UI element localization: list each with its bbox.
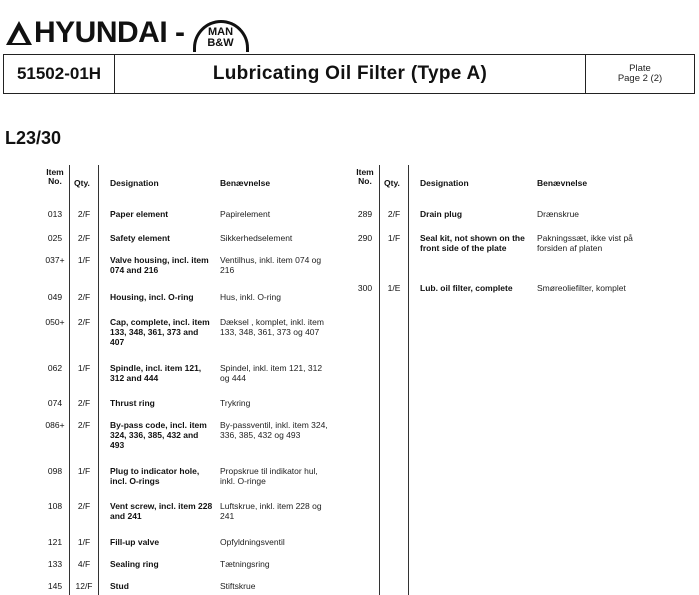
qty-header: Qty.	[384, 178, 400, 188]
table-header	[352, 165, 652, 197]
man-bw-badge-icon	[193, 20, 249, 52]
benaevnelse-cell: Tætningsring	[220, 559, 270, 569]
qty-header: Qty.	[74, 178, 90, 188]
document-header	[3, 54, 695, 94]
designation-cell: Vent screw, incl. item 228 and 241	[110, 501, 213, 521]
designation-cell: Seal kit, not shown on the front side of the plate	[420, 233, 525, 253]
benaevnelse-cell: Smøreoliefilter, komplet	[537, 283, 626, 293]
item-no-header-line1: Item	[46, 167, 64, 177]
qty-cell: 1/F	[77, 363, 91, 373]
benaevnelse-cell: Pakningssæt, ikke vist på forsiden af platen	[537, 233, 633, 253]
benaevnelse-cell: Stiftskrue	[220, 581, 256, 591]
qty-cell: 2/F	[387, 209, 401, 219]
benaevnelse-cell: Ventilhus, inkl. item 074 og 216	[220, 255, 322, 275]
designation-cell: Thrust ring	[110, 398, 155, 408]
item-no-cell: 049	[47, 292, 63, 302]
item-no-cell: 290	[357, 233, 373, 243]
designation-cell: Lub. oil filter, complete	[420, 283, 513, 293]
parts-table-left	[42, 165, 334, 591]
engine-type: L23/30	[5, 128, 62, 148]
brand-name: HYUNDAI -	[34, 16, 185, 49]
qty-cell: 1/F	[387, 233, 401, 243]
item-no-header	[352, 168, 378, 186]
item-no-cell: 086+	[45, 420, 65, 430]
benaevnelse-cell: Drænskrue	[537, 209, 580, 219]
benaevnelse-cell: Hus, inkl. O-ring	[220, 292, 281, 302]
designation-header: Designation	[110, 178, 159, 188]
item-no-cell: 062	[47, 363, 63, 373]
item-no-header-line2: No.	[48, 176, 62, 186]
document-title: Lubricating Oil Filter (Type A)	[115, 55, 586, 93]
qty-cell: 2/F	[77, 317, 91, 327]
benaevnelse-cell: Spindel, inkl. item 121, 312 og 444	[220, 363, 323, 383]
parts-table-right	[352, 165, 652, 293]
designation-header: Designation	[420, 178, 469, 188]
man-badge-line2: B&W	[207, 37, 234, 49]
man-badge-line1: MAN	[207, 26, 234, 38]
item-no-header-line1: Item	[356, 167, 374, 177]
table-header	[42, 165, 334, 197]
item-no-cell: 013	[47, 209, 63, 219]
qty-cell: 2/F	[77, 420, 91, 430]
plate-label: Plate	[629, 63, 651, 74]
item-no-cell: 037+	[45, 255, 65, 265]
benaevnelse-cell: Sikkerhedselement	[220, 233, 293, 243]
qty-cell: 2/F	[77, 292, 91, 302]
designation-cell: Housing, incl. O-ring	[110, 292, 194, 302]
item-no-header-line2: No.	[358, 176, 372, 186]
designation-cell: Sealing ring	[110, 559, 159, 569]
qty-cell: 2/F	[77, 398, 91, 408]
item-no-header	[42, 168, 68, 186]
benaevnelse-header: Benævnelse	[220, 178, 271, 188]
qty-cell: 4/F	[77, 559, 91, 569]
benaevnelse-cell: Papirelement	[220, 209, 271, 219]
benaevnelse-cell: Propskrue til indikator hul, inkl. O-ringe	[220, 466, 318, 486]
brand-logo	[6, 16, 249, 50]
qty-cell: 1/F	[77, 466, 91, 476]
designation-cell: By-pass code, incl. item 324, 336, 385, 432 and 493	[110, 420, 207, 450]
designation-cell: Paper element	[110, 209, 169, 219]
plate-page: Page 2 (2)	[617, 73, 663, 84]
designation-cell: Plug to indicator hole, incl. O-rings	[110, 466, 200, 486]
designation-cell: Stud	[110, 581, 129, 591]
hyundai-triangle-icon	[6, 21, 32, 45]
column-divider	[379, 165, 380, 595]
benaevnelse-cell: Trykring	[220, 398, 251, 408]
plate-info	[586, 55, 694, 93]
item-no-cell: 074	[47, 398, 63, 408]
benaevnelse-cell: Luftskrue, inkl. item 228 og 241	[220, 501, 322, 521]
designation-cell: Drain plug	[420, 209, 463, 219]
item-no-cell: 145	[47, 581, 63, 591]
qty-cell: 1/F	[77, 537, 91, 547]
item-no-cell: 025	[47, 233, 63, 243]
designation-cell: Valve housing, incl. item 074 and 216	[110, 255, 209, 275]
item-no-cell: 133	[47, 559, 63, 569]
qty-cell: 1/F	[77, 255, 91, 265]
benaevnelse-cell: Dæksel , komplet, inkl. item 133, 348, 361, 373 og 407	[220, 317, 324, 337]
item-no-cell: 289	[357, 209, 373, 219]
item-no-cell: 108	[47, 501, 63, 511]
designation-cell: Safety element	[110, 233, 170, 243]
qty-cell: 2/F	[77, 501, 91, 511]
designation-cell: Spindle, incl. item 121, 312 and 444	[110, 363, 202, 383]
column-divider	[69, 165, 70, 595]
qty-cell: 2/F	[77, 233, 91, 243]
item-no-cell: 121	[47, 537, 63, 547]
benaevnelse-cell: Opfyldningsventil	[220, 537, 285, 547]
benaevnelse-cell: By-passventil, inkl. item 324, 336, 385, 432 og 493	[220, 420, 328, 440]
qty-cell: 12/F	[75, 581, 93, 591]
document-code: 51502-01H	[4, 55, 115, 93]
item-no-cell: 300	[357, 283, 373, 293]
benaevnelse-header: Benævnelse	[537, 178, 588, 188]
qty-cell: 1/E	[387, 283, 401, 293]
designation-cell: Cap, complete, incl. item 133, 348, 361, 373 and 407	[110, 317, 210, 347]
item-no-cell: 050+	[45, 317, 65, 327]
column-divider	[98, 165, 99, 595]
qty-cell: 2/F	[77, 209, 91, 219]
column-divider	[408, 165, 409, 595]
item-no-cell: 098	[47, 466, 63, 476]
designation-cell: Fill-up valve	[110, 537, 160, 547]
